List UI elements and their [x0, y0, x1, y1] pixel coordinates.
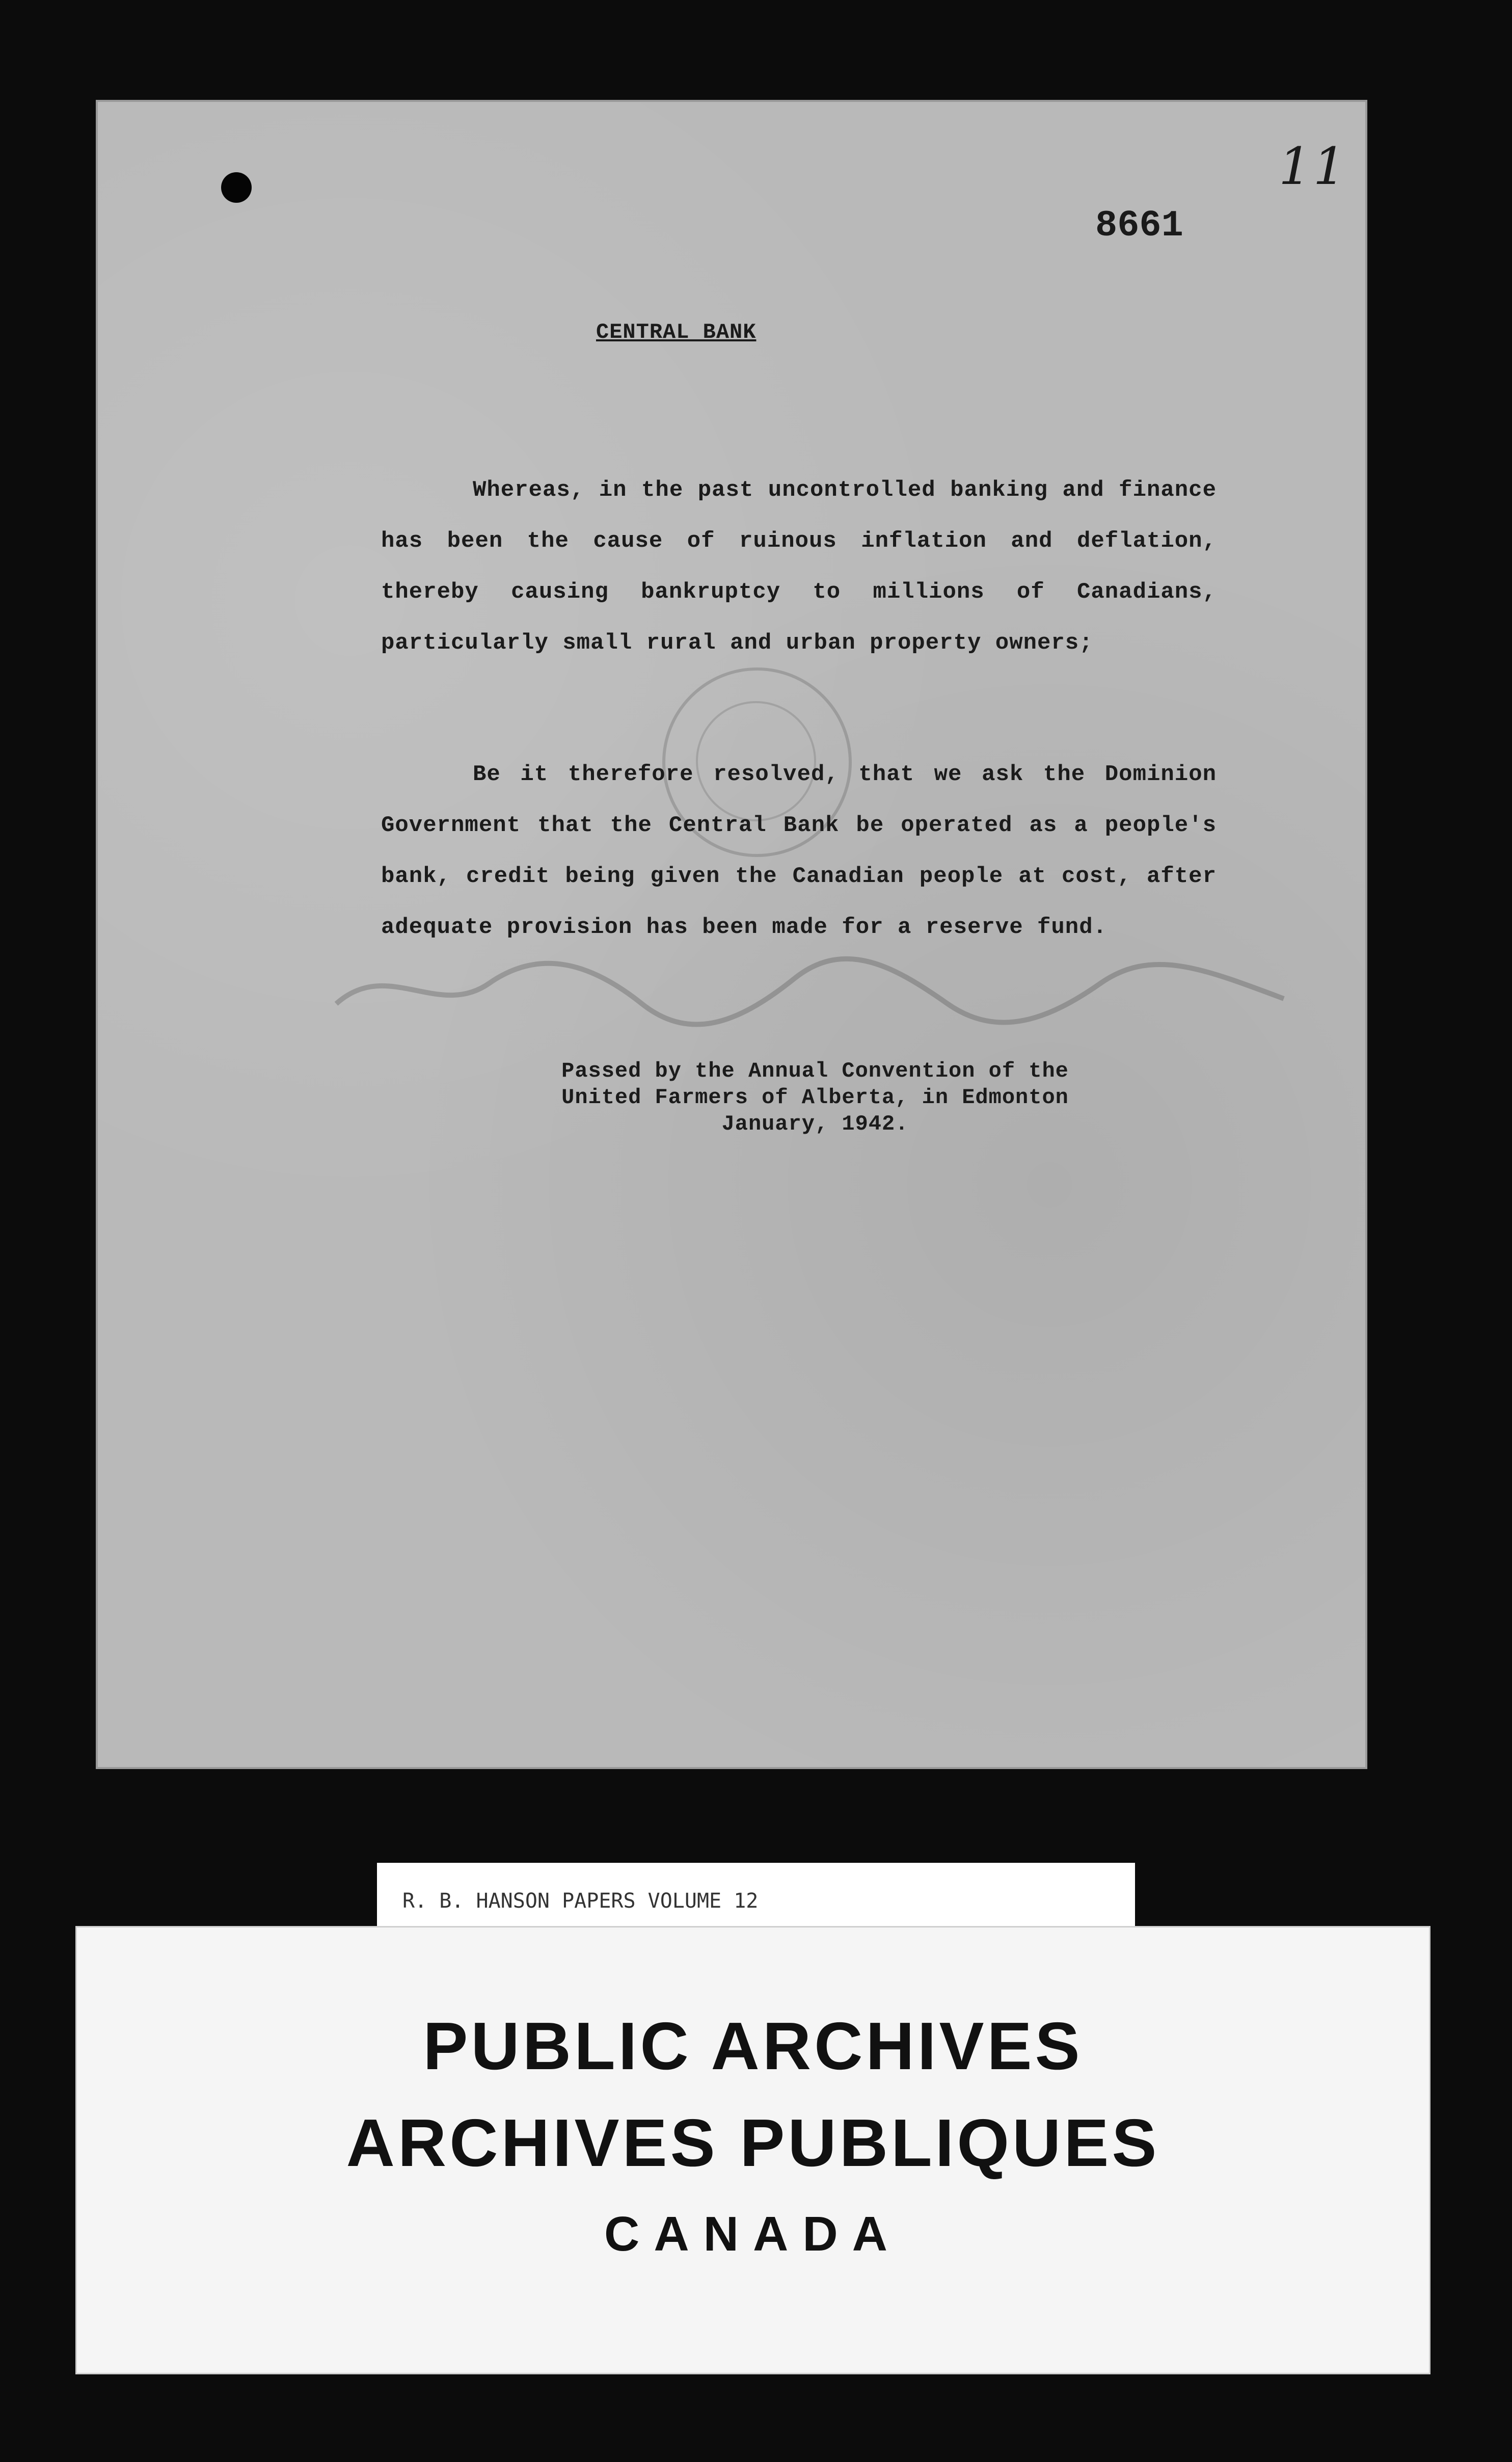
document-page — [96, 100, 1367, 1769]
volume-label-text: R. B. HANSON PAPERS VOLUME 12 — [402, 1889, 759, 1913]
archives-line-country: CANADA — [604, 2207, 902, 2261]
archives-line-english: PUBLIC ARCHIVES — [423, 2009, 1083, 2083]
folio-number: 11 — [1279, 137, 1348, 196]
passed-line-2: United Farmers of Alberta, in Edmonton — [561, 1085, 1069, 1110]
document-title: CENTRAL BANK — [596, 320, 757, 344]
handwritten-annotation — [326, 948, 1294, 1029]
volume-label — [377, 1863, 1135, 1926]
whereas-paragraph: Whereas, in the past uncontrolled banking and finance has been the cause of ruinous inflation and deflation, thereby causing bankruptcy to millions of Canadians, particularly small rural and urban property owners; — [381, 477, 1217, 656]
passed-line-1: Passed by the Annual Convention of the — [561, 1059, 1069, 1083]
passed-by-note — [509, 1058, 1121, 1137]
resolution-paragraph: Be it therefore resolved, that we ask the Dominion Government that the Central Bank be operated as a people's bank, credit being given the Canadian people at cost, after adequate provision has been made for a reserve fund. — [381, 762, 1217, 940]
passed-line-3: January, 1942. — [721, 1112, 909, 1136]
document-number: 8661 — [1095, 205, 1183, 247]
archives-line-french: ARCHIVES PUBLIQUES — [346, 2105, 1160, 2180]
punch-hole — [221, 172, 252, 203]
archives-card — [75, 1926, 1430, 2374]
